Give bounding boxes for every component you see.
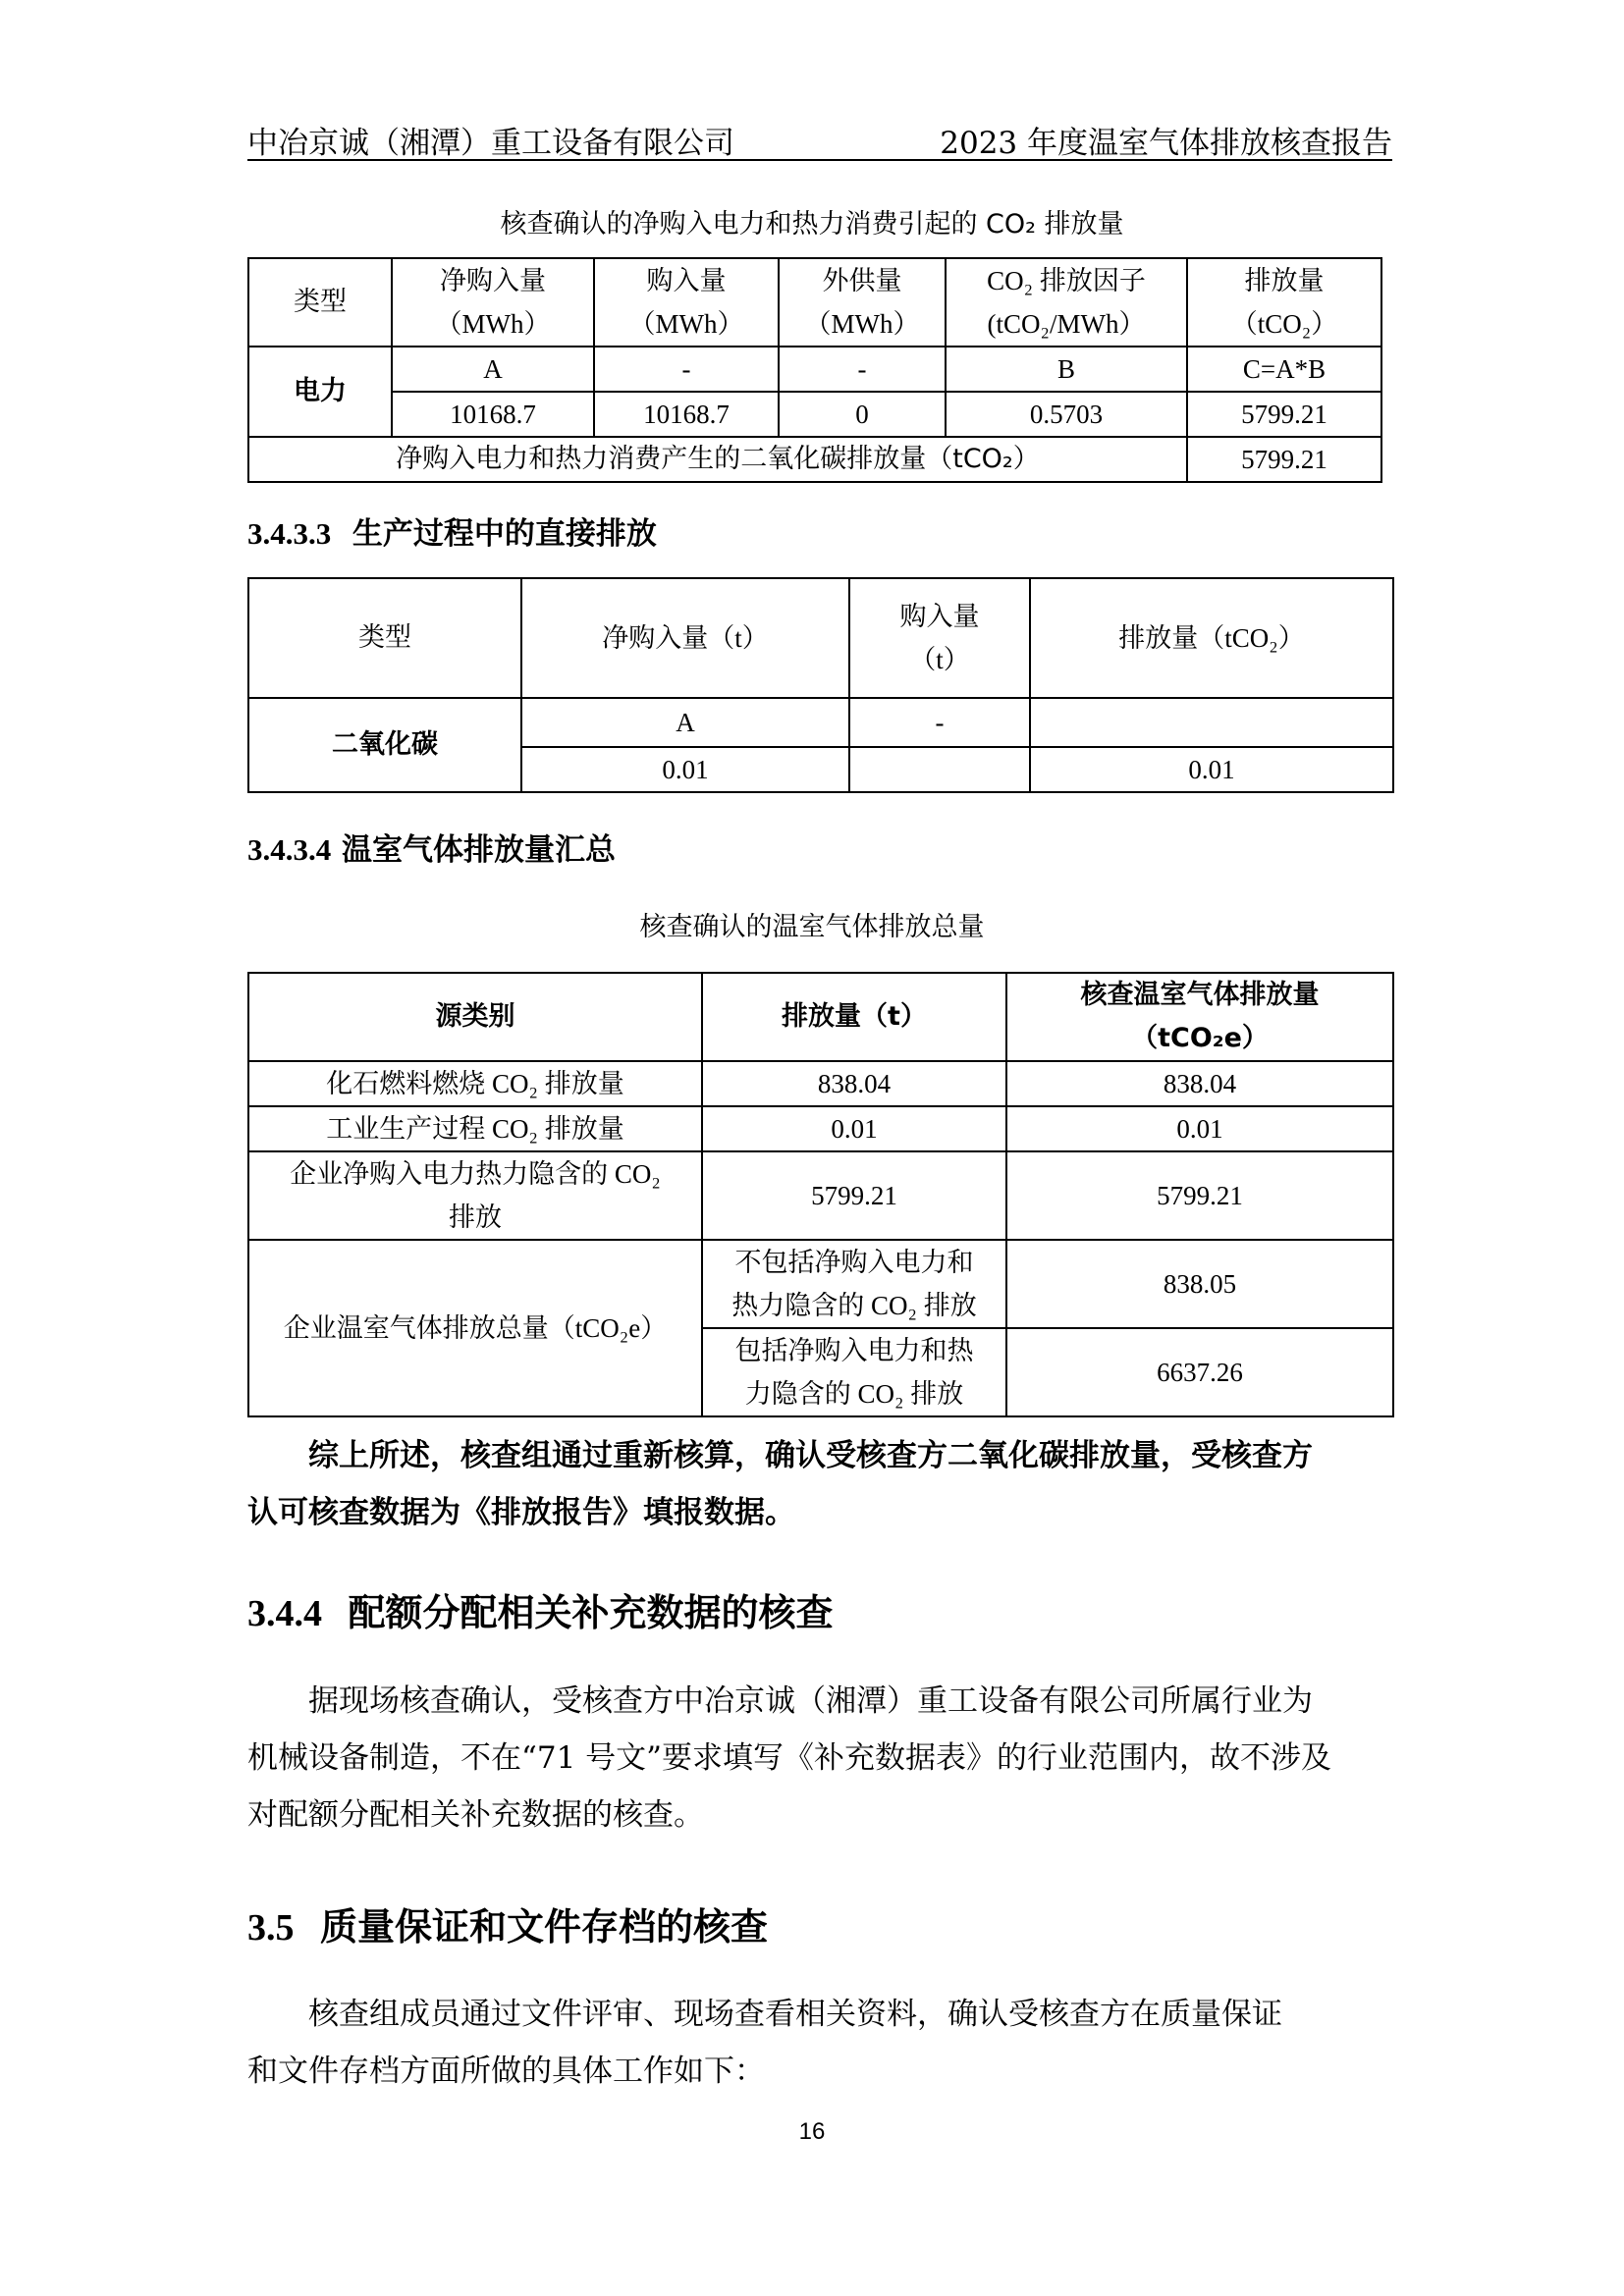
t1-header-factor: CO₂ 排放因子 (tCO₂/MWh） (946, 258, 1187, 347)
t2-value-cell (849, 747, 1030, 792)
t1-value-cell: 0.5703 (946, 392, 1187, 437)
t3-excl-value: 838.05 (1006, 1240, 1393, 1328)
t3-row-emission: 5799.21 (702, 1151, 1006, 1240)
t3-row-emission: 838.04 (702, 1061, 1006, 1106)
t3-header-emission: 排放量（t） (702, 973, 1006, 1061)
section-heading-35: 3.5 质量保证和文件存档的核查 (247, 1905, 768, 1949)
t2-value-cell: 0.01 (1030, 747, 1393, 792)
t3-row-label: 工业生产过程 CO₂ 排放量 (248, 1106, 702, 1151)
t1-value-cell: 10168.7 (392, 392, 594, 437)
t1-header-type: 类型 (248, 258, 392, 347)
t2-row-label: 二氧化碳 (248, 698, 521, 792)
t2-header-buy: 购入量 （t） (849, 578, 1030, 698)
t2-symbol-cell: A (521, 698, 849, 747)
t1-header-out: 外供量 （MWh） (779, 258, 946, 347)
t2-value-cell: 0.01 (521, 747, 849, 792)
t2-header-net: 净购入量（t） (521, 578, 849, 698)
paragraph-35: 核查组成员通过文件评审、现场查看相关资料，确认受核查方在质量保证 和文件存档方面所做的具体工作如下： (247, 1997, 1282, 2089)
t3-header-verified: 核查温室气体排放量 （tCO₂e） (1006, 973, 1393, 1061)
t1-header-net: 净购入量 （MWh） (392, 258, 594, 347)
page-header (247, 116, 1392, 161)
t1-symbol-cell: B (946, 347, 1187, 392)
t3-excl-label: 不包括净购入电力和 热力隐含的 CO₂ 排放 (702, 1240, 1006, 1328)
t1-symbol-cell: - (779, 347, 946, 392)
t1-symbol-cell: C=A*B (1187, 347, 1381, 392)
t3-header-source: 源类别 (248, 973, 702, 1061)
total-emission-table (247, 972, 1394, 1417)
t3-incl-label: 包括净购入电力和热 力隐含的 CO₂ 排放 (702, 1328, 1006, 1416)
t3-row-verified: 5799.21 (1006, 1151, 1393, 1240)
t2-symbol-cell: - (849, 698, 1030, 747)
t1-value-cell: 10168.7 (594, 392, 779, 437)
t3-total-label: 企业温室气体排放总量（tCO₂e） (248, 1240, 702, 1416)
t3-row-label: 化石燃料燃烧 CO₂ 排放量 (248, 1061, 702, 1106)
t1-row-label: 电力 (248, 347, 392, 437)
header-report-title: 2023 年度温室气体排放核查报告 (940, 126, 1392, 161)
section-heading-3434: 3.4.3.4 温室气体排放量汇总 (247, 832, 617, 868)
t3-row-verified: 0.01 (1006, 1106, 1393, 1151)
t1-value-cell: 0 (779, 392, 946, 437)
process-emission-table (247, 577, 1394, 793)
conclusion-paragraph: 综上所述，核查组通过重新核算，确认受核查方二氧化碳排放量，受核查方 认可核查数据为《排放报告》填报数据。 (247, 1438, 1313, 1530)
header-company: 中冶京诚（湘潭）重工设备有限公司 (247, 126, 734, 161)
t3-incl-value: 6637.26 (1006, 1328, 1393, 1416)
t1-symbol-cell: - (594, 347, 779, 392)
section-heading-3433: 3.4.3.3 生产过程中的直接排放 (247, 516, 657, 552)
t1-value-cell: 5799.21 (1187, 392, 1381, 437)
t3-row-label: 企业净购入电力热力隐含的 CO₂ 排放 (248, 1151, 702, 1240)
t1-symbol-cell: A (392, 347, 594, 392)
t1-total-label: 净购入电力和热力消费产生的二氧化碳排放量（tCO₂） (248, 437, 1187, 482)
electricity-emission-table (247, 257, 1382, 483)
t2-header-emission: 排放量（tCO₂） (1030, 578, 1393, 698)
t1-total-value: 5799.21 (1187, 437, 1381, 482)
t2-header-type: 类型 (248, 578, 521, 698)
table1-caption: 核查确认的净购入电力和热力消费引起的 CO₂ 排放量 (500, 209, 1124, 240)
paragraph-344: 据现场核查确认，受核查方中冶京诚（湘潭）重工设备有限公司所属行业为 机械设备制造，不在“71 号文”要求填写《补充数据表》的行业范围内，故不涉及 对配额分配相关补充数据的核查。 (247, 1683, 1331, 1833)
section-heading-344: 3.4.4 配额分配相关补充数据的核查 (247, 1591, 834, 1634)
t2-symbol-cell (1030, 698, 1393, 747)
table3-caption: 核查确认的温室气体排放总量 (639, 912, 985, 942)
t3-row-verified: 838.04 (1006, 1061, 1393, 1106)
t1-header-emission: 排放量 （tCO₂） (1187, 258, 1381, 347)
t1-header-buy: 购入量 （MWh） (594, 258, 779, 347)
page-number: 16 (798, 2118, 826, 2145)
t3-row-emission: 0.01 (702, 1106, 1006, 1151)
